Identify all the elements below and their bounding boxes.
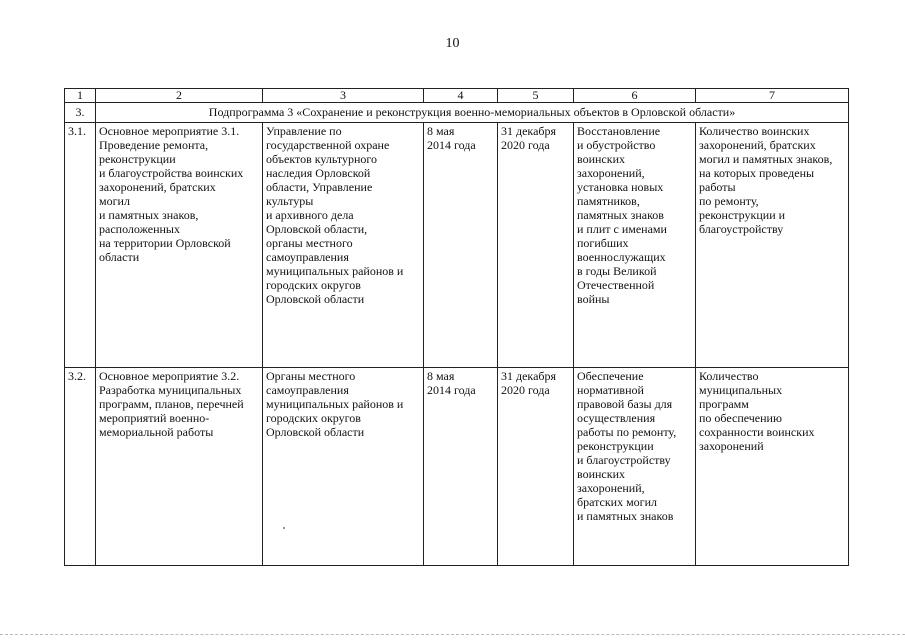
subprogram-row [65,103,849,123]
column-header-3: 3 [263,89,424,103]
column-header-2: 2 [96,89,263,103]
row-number: 3.1. [65,123,96,368]
subprogram-table [64,88,849,566]
page-number: 10 [445,36,460,51]
table-row [65,123,849,368]
end-date-cell: 31 декабря 2020 года [498,368,574,566]
activity-cell: Основное мероприятие 3.2. Разработка муниципальных программ, планов, перечней мероприятий военно- мемориальной работы [96,368,263,566]
end-date-cell: 31 декабря 2020 года [498,123,574,368]
table-row [65,368,849,566]
row-number: 3.2. [65,368,96,566]
indicator-cell: Количество воинских захоронений, братских могил и памятных знаков, на которых проведены работы по ремонту, реконструкции и благоустройству [696,123,849,368]
subprogram-number: 3. [65,103,96,123]
column-header-6: 6 [574,89,696,103]
activity-cell: Основное мероприятие 3.1. Проведение ремонта, реконструкции и благоустройства воинских захоронений, братских могил и памятных знаков, расположенных на территории Орловской области [96,123,263,368]
scan-edge-line [0,634,905,636]
scan-speck [283,527,285,529]
column-header-4: 4 [424,89,498,103]
indicator-cell: Количество муниципальных программ по обеспечению сохранности воинских захоронений [696,368,849,566]
result-cell: Восстановление и обустройство воинских захоронений, установка новых памятников, памятных знаков и плит с именами погибших военнослужащих в годы Великой Отечественной войны [574,123,696,368]
executor-cell: Органы местного самоуправления муниципальных районов и городских округов Орловской области [263,368,424,566]
executor-cell: Управление по государственной охране объектов культурного наследия Орловской области, Управление культуры и архивного дела Орловской области, органы местного самоуправления муниципальных районов и городских округов Орловской области [263,123,424,368]
result-cell: Обеспечение нормативной правовой базы для осуществления работы по ремонту, реконструкции и благоустройству воинских захоронений, братских могил и памятных знаков [574,368,696,566]
subprogram-title: Подпрограмма 3 «Сохранение и реконструкция военно-мемориальных объектов в Орловской области» [96,103,849,123]
column-header-1: 1 [65,89,96,103]
start-date-cell: 8 мая 2014 года [424,123,498,368]
column-header-7: 7 [696,89,849,103]
header-row [65,89,849,103]
start-date-cell: 8 мая 2014 года [424,368,498,566]
column-header-5: 5 [498,89,574,103]
